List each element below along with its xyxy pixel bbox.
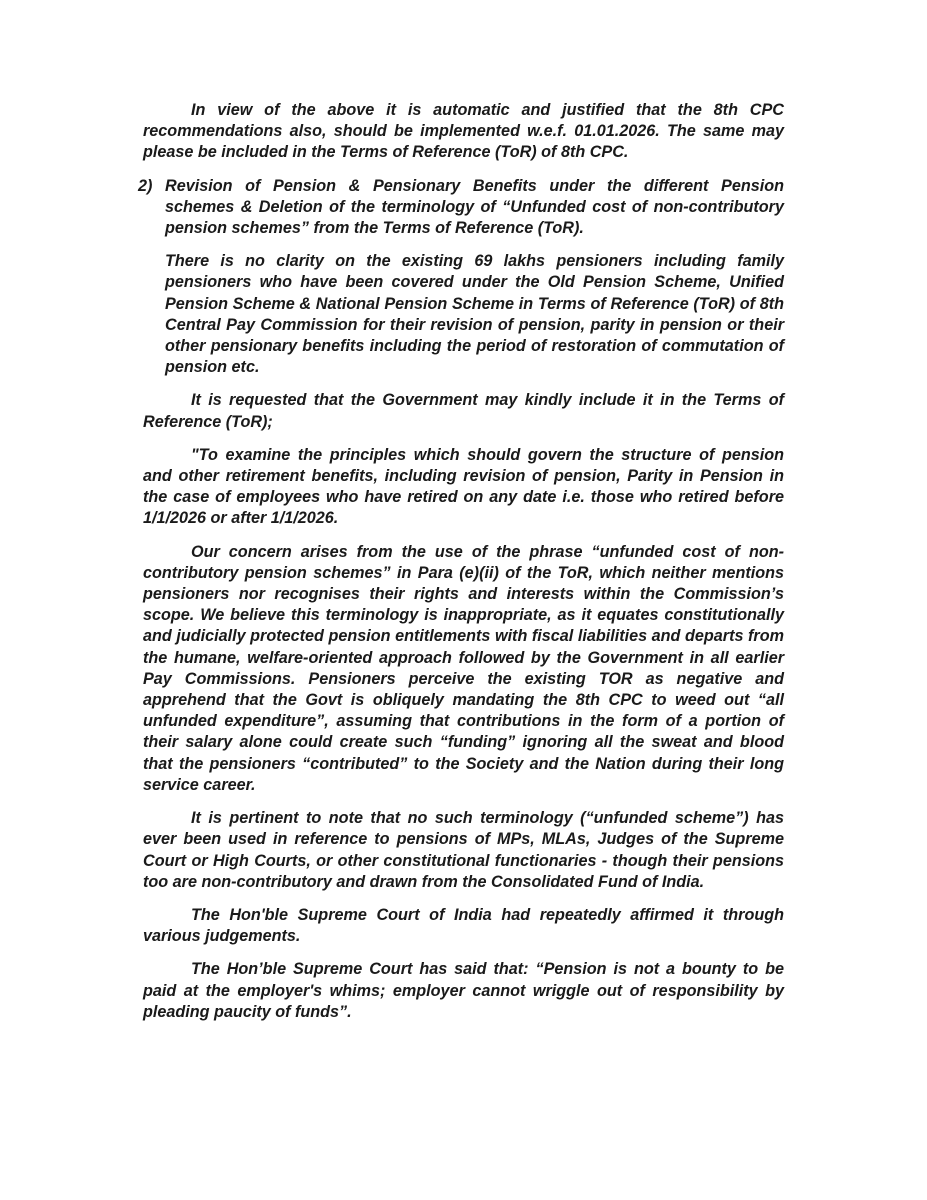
paragraph-supreme-court-affirmed: The Hon'ble Supreme Court of India had repeatedly affirmed it through various judgements. <box>143 905 784 946</box>
list-item-2 <box>138 176 784 240</box>
paragraph-concern: Our concern arises from the use of the phrase “unfunded cost of non-contributory pension schemes” in Para (e)(ii) of the ToR, which neither mentions pensioners nor recognises their rights and interests within the Commission’s scope. We believe this terminology is inappropriate, as it equates constitutionally and judicially protected pension entitlements with fiscal liabilities and departs from the humane, welfare-oriented approach followed by the Government in all earlier Pay Commissions. Pensioners perceive the existing TOR as negative and apprehend that the Govt is obliquely mandating the 8th CPC to weed out “all unfunded expenditure”, assuming that contributions in the form of a portion of their salary alone could create such “funding” ignoring all the sweat and blood that the pensioners “contributed” to the Society and the Nation during their long service career. <box>143 542 784 794</box>
list-item-number: 2) <box>138 176 153 195</box>
paragraph-quoted-principles: "To examine the principles which should govern the structure of pension and other retirement benefits, including revision of pension, Parity in Pension in the case of employees who have retired on any date i.e. those who retired before 1/1/2026 or after 1/1/2026. <box>143 445 784 528</box>
paragraph-pensioners-clarity: There is no clarity on the existing 69 lakhs pensioners including family pensioners who have been covered under the Old Pension Scheme, Unified Pension Scheme & National Pension Scheme in Terms of Reference (ToR) of 8th Central Pay Commission for their revision of pension, parity in pension or their other pensionary benefits including the period of restoration of commutation of pension etc. <box>165 252 784 377</box>
paragraph-supreme-court-quote: The Hon’ble Supreme Court has said that: “Pension is not a bounty to be paid at the employer's whims; employer cannot wriggle out of responsibility by pleading paucity of funds”. <box>143 960 784 1021</box>
list-item-heading: Revision of Pension & Pensionary Benefits under the different Pension schemes & Deletion of the terminology of “Unfunded cost of non-contributory pension schemes” from the Terms of Reference (ToR). <box>165 176 784 238</box>
paragraph-request: It is requested that the Government may kindly include it in the Terms of Reference (ToR); <box>143 391 784 431</box>
document-body <box>138 100 784 1035</box>
paragraph-terminology-note: It is pertinent to note that no such terminology (“unfunded scheme”) has ever been used in reference to pensions of MPs, MLAs, Judges of the Supreme Court or High Courts, or other constitutional functionaries - though their pensions too are non-contributory and drawn from the Consolidated Fund of India. <box>143 809 784 891</box>
paragraph-implementation-date: In view of the above it is automatic and justified that the 8th CPC recommendations also, should be implemented w.e.f. 01.01.2026. The same may please be included in the Terms of Reference (ToR) of 8th CPC. <box>143 101 784 162</box>
